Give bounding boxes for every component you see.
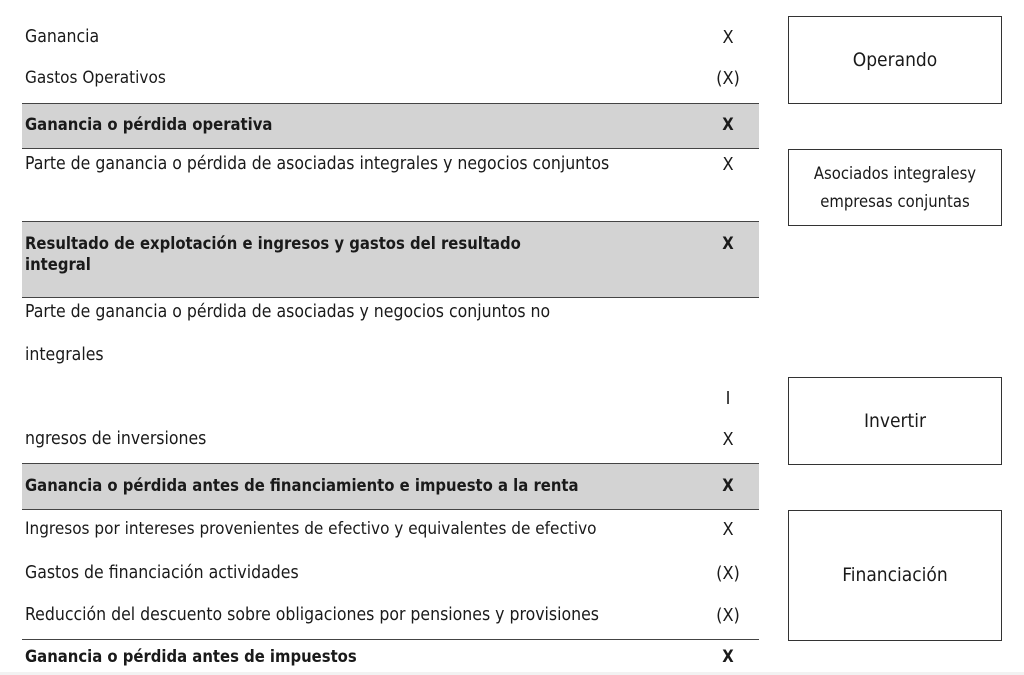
row-label: Ganancia o pérdida antes de financiamiento e impuesto a la renta: [25, 476, 579, 495]
row-value: (X): [716, 563, 740, 584]
category-box-operating: [788, 16, 1002, 104]
row-value: X: [722, 154, 734, 175]
row-value: X: [722, 27, 734, 48]
row-label-continued: integrales: [25, 345, 104, 365]
row-value: X: [722, 476, 734, 495]
row-gastos-financiacion: [22, 562, 759, 586]
row-label: Ganancia: [25, 27, 100, 47]
row-resultado-explotacion: [22, 221, 759, 298]
row-value: X: [722, 115, 734, 134]
row-parte-asociadas-no-integrales: [22, 298, 759, 413]
row-label: Gastos Operativos: [25, 68, 166, 88]
category-box-financing: [788, 510, 1002, 641]
row-ganancia-antes-financiamiento: [22, 463, 759, 510]
row-label: Resultado de explotación e ingresos y gastos del resultado integral: [25, 234, 521, 274]
row-label: Reducción del descuento sobre obligaciones por pensiones y provisiones: [25, 605, 599, 625]
divider: [22, 639, 759, 640]
row-label: ngresos de inversiones: [25, 429, 207, 449]
row-value: (X): [716, 68, 740, 89]
category-label: Operando: [852, 48, 938, 71]
category-label-line2: empresas conjuntas: [820, 191, 970, 211]
row-ingresos-inversiones: [22, 428, 759, 452]
row-ingresos-intereses: [22, 518, 759, 542]
row-value: I: [725, 388, 731, 409]
row-label: Parte de ganancia o pérdida de asociadas integrales y negocios conjuntos: [25, 154, 610, 174]
row-value: X: [722, 234, 734, 253]
category-label: Invertir: [863, 409, 926, 432]
row-value: X: [722, 647, 734, 666]
row-ganancia: [22, 26, 759, 50]
row-label: Gastos de financiación actividades: [25, 563, 299, 583]
row-ganancia-operativa: [22, 103, 759, 149]
row-reduccion-descuento: [22, 604, 759, 628]
row-ganancia-antes-impuestos: [22, 645, 759, 669]
category-label: Financiación: [842, 564, 948, 586]
row-parte-asociadas-integrales: [22, 149, 759, 221]
row-label: Ganancia o pérdida antes de impuestos: [25, 647, 357, 666]
category-box-investing: [788, 377, 1002, 465]
row-gastos-operativos: [22, 67, 759, 91]
row-value: X: [722, 519, 734, 540]
category-box-associates: [788, 149, 1002, 226]
row-value: X: [722, 429, 734, 450]
row-label: Ganancia o pérdida operativa: [25, 115, 273, 134]
row-value: (X): [716, 605, 740, 626]
row-label: Parte de ganancia o pérdida de asociadas y negocios conjuntos no: [25, 302, 551, 322]
category-label-line1: Asociados integralesy: [813, 163, 977, 183]
row-label: Ingresos por intereses provenientes de efectivo y equivalentes de efectivo: [25, 519, 597, 539]
